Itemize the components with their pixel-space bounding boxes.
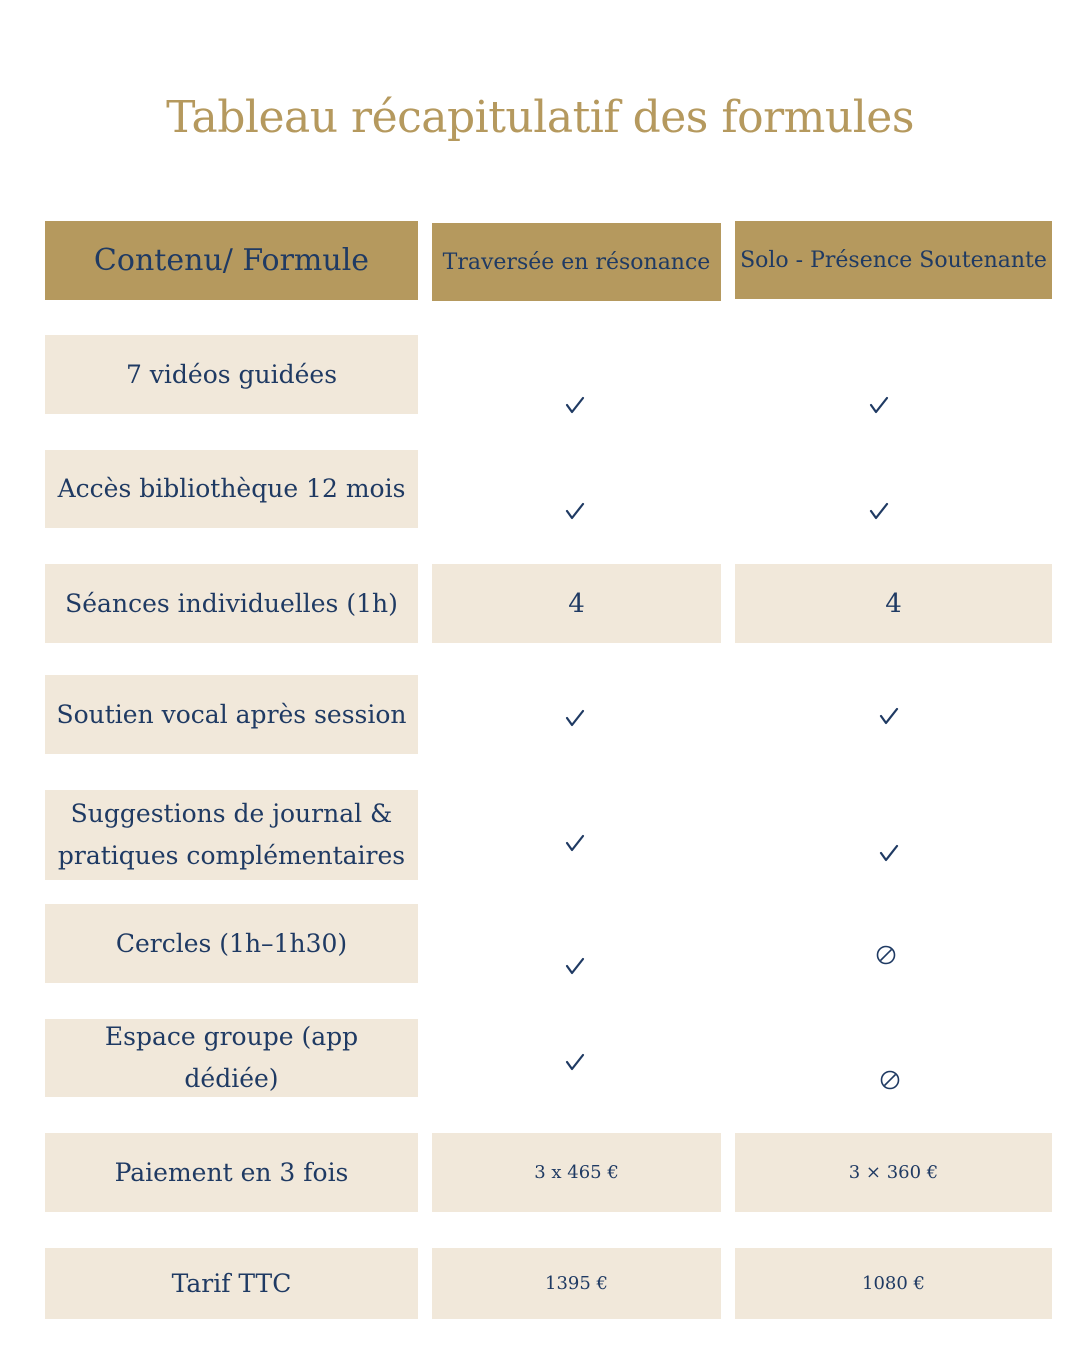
paiement-solo-value: 3 × 360 € (735, 1133, 1052, 1212)
seances-solo-value: 4 (735, 564, 1052, 643)
row-label-suggestions-line1: Suggestions de journal & (70, 799, 393, 828)
check-icon (864, 390, 894, 420)
check-icon (560, 828, 590, 858)
header-traversee-en-resonance: Traversée en résonance (432, 223, 721, 301)
check-icon (560, 703, 590, 733)
row-label-paiement: Paiement en 3 fois (45, 1133, 418, 1212)
check-icon (560, 951, 590, 981)
row-label-suggestions-line2: pratiques complémentaires (57, 841, 406, 870)
paiement-traversee-value: 3 x 465 € (432, 1133, 721, 1212)
check-icon (560, 1047, 590, 1077)
check-icon (864, 496, 894, 526)
header-solo-presence-soutenante: Solo - Présence Soutenante (735, 221, 1052, 299)
seances-traversee-value: 4 (432, 564, 721, 643)
check-icon (874, 838, 904, 868)
check-icon (874, 701, 904, 731)
row-label-bibliotheque: Accès bibliothèque 12 mois (45, 450, 418, 528)
row-label-cercles: Cercles (1h–1h30) (45, 904, 418, 983)
row-label-seances: Séances individuelles (1h) (45, 564, 418, 643)
row-label-tarif: Tarif TTC (45, 1248, 418, 1319)
row-label-videos: 7 vidéos guidées (45, 335, 418, 414)
header-contenu-formule: Contenu/ Formule (45, 221, 418, 300)
check-icon (560, 390, 590, 420)
page-title: Tableau récapitulatif des formules (166, 92, 914, 143)
check-icon (560, 496, 590, 526)
row-label-suggestions (45, 790, 418, 880)
tarif-solo-value: 1080 € (735, 1248, 1052, 1319)
not-included-icon (875, 1065, 905, 1095)
row-label-soutien-vocal: Soutien vocal après session (45, 675, 418, 754)
not-included-icon (871, 940, 901, 970)
row-label-espace-groupe: Espace groupe (app dédiée) (45, 1019, 418, 1097)
tarif-traversee-value: 1395 € (432, 1248, 721, 1319)
